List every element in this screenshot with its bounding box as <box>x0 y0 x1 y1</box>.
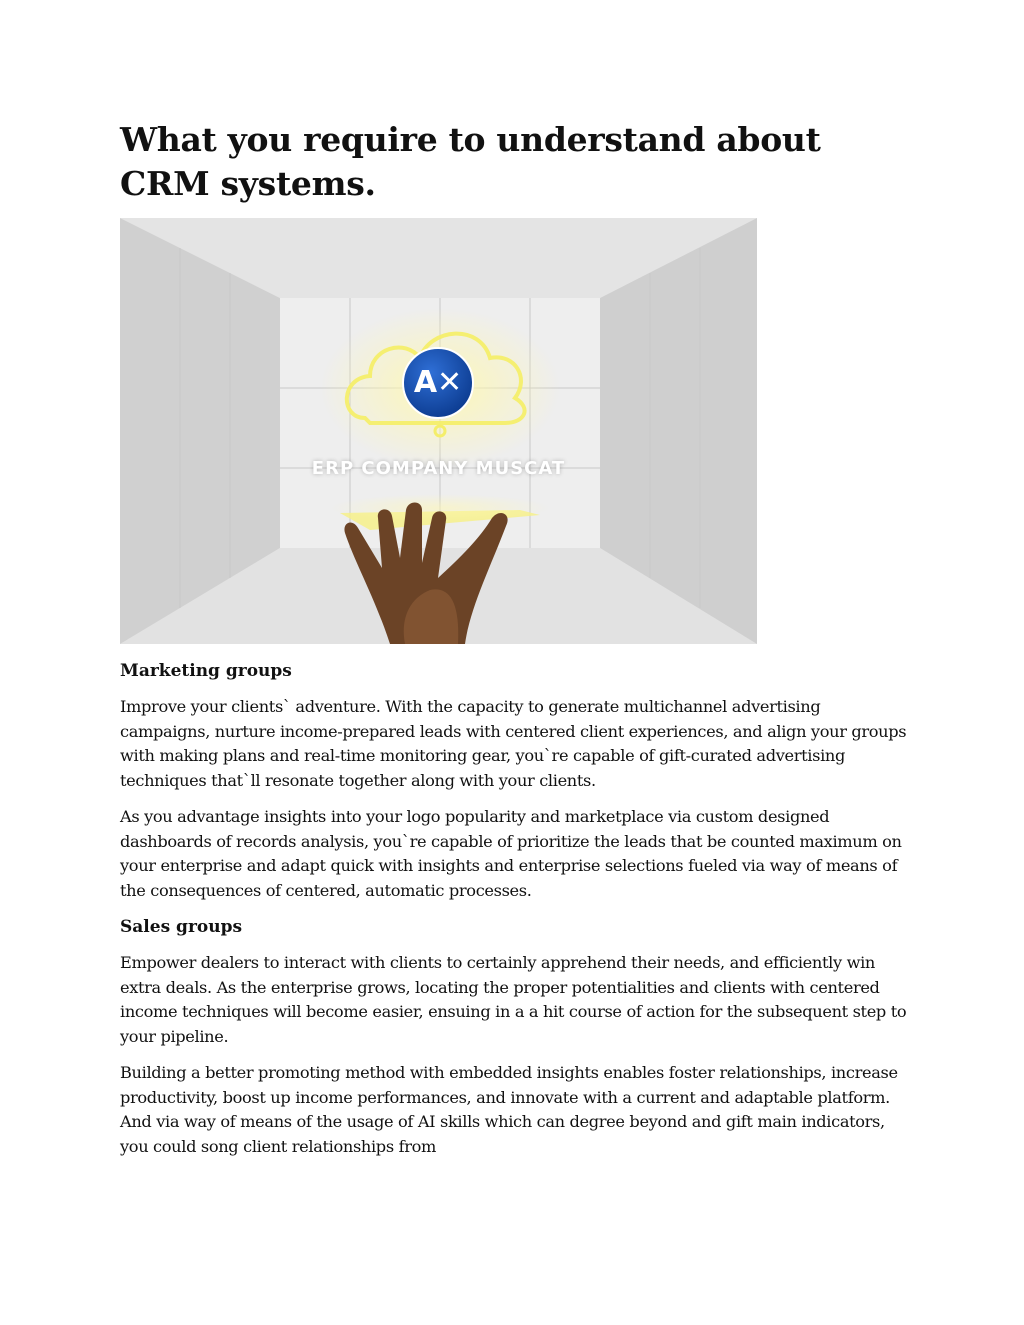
paragraph: Empower dealers to interact with clients to certainly apprehend their needs, and efficiently win extra deals. As the enterprise grows, locating the proper potentialities and clients with centered income techniques will become easier, ensuing in a a hit course of action for the subsequent step to your pipeline. <box>120 953 907 1046</box>
hero-caption: ERP COMPANY MUSCAT <box>311 458 566 479</box>
paragraph: Improve your clients` adventure. With the capacity to generate multichannel advertising campaigns, nurture income-prepared leads with centered client experiences, and align your groups with making plans and real-time monitoring gear, you`re capable of gift-curated advertising techniques that`ll resonate together along with your clients. <box>120 697 907 790</box>
logo-mark-text: A✕ <box>413 365 463 400</box>
hero-image <box>120 218 757 644</box>
paragraph: Building a better promoting method with embedded insights enables foster relationships, increase productivity, boost up income performances, and innovate with a current and adaptable platform. And via way of means of the usage of AI skills which can degree beyond and gift main indicators, you could song client relationships from <box>120 1063 898 1156</box>
paragraph: As you advantage insights into your logo popularity and marketplace via custom designed dashboards of records analysis, you`re capable of prioritize the leads that be counted maximum on your enterprise and adapt quick with insights and enterprise selections fueled via way of means of the consequences of centered, automatic processes. <box>120 807 902 900</box>
hero-illustration <box>120 218 757 644</box>
section-heading-sales: Sales groups <box>120 917 243 937</box>
section-heading-marketing: Marketing groups <box>120 661 292 681</box>
document-page <box>120 118 910 1171</box>
page-title: What you require to understand about CRM systems. <box>120 120 821 203</box>
